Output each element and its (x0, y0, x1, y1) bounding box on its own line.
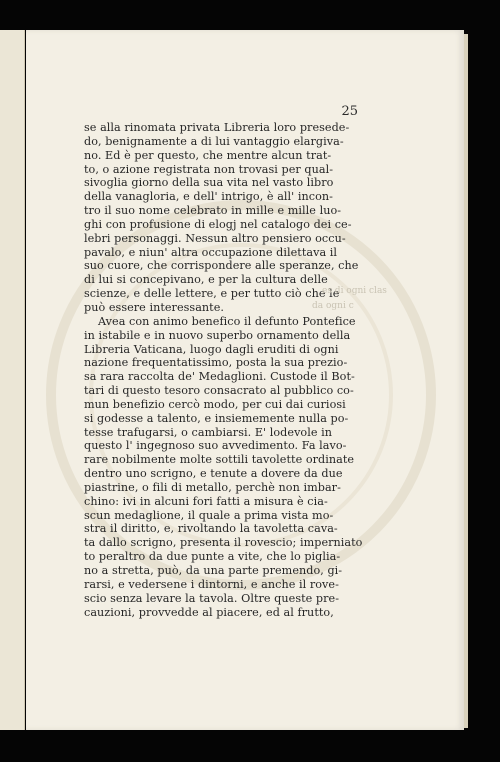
previous-page-edge (0, 30, 25, 730)
text-line: in istabile e in nuovo superbo ornamento della (84, 328, 351, 342)
text-line: ghi con profusione di elogj nel catalogo dei ce- (84, 217, 352, 231)
text-line: rare nobilmente molte sottili tavolette ordinate (84, 453, 355, 467)
text-line: della vanagloria, e dell' intrigo, è all' incon- (84, 190, 333, 204)
text-line: lebri personaggi. Nessun altro pensiero occu- (84, 231, 346, 245)
text-line: tari di questo tesoro consacrato al pubblico co- (84, 384, 354, 398)
text-line: sivoglia giorno della sua vita nel vasto libro (84, 176, 334, 190)
text-line: no a stretta, può, da una parte premendo, gi- (84, 564, 343, 577)
page-stack-edge (464, 34, 468, 728)
text-line: di lui si concepivano, e per la cultura delle (84, 273, 328, 287)
text-line: ta dallo scrigno, presenta il rovescio; imperniato (84, 536, 363, 550)
text-line: Avea con animo benefico il defunto Pontefice (98, 314, 356, 328)
text-line: se alla rinomata privata Libreria loro presede- (84, 121, 350, 134)
text-line: tro il suo nome celebrato in mille e mille luo- (84, 204, 342, 218)
bleed-through-text: da ogni c (312, 301, 354, 311)
text-line: nazione frequentatissimo, posta la sua prezio- (84, 356, 348, 370)
text-line: cauzioni, provvedde al piacere, ed al frutto, (84, 605, 334, 619)
text-line: pavalo, e niun' altra occupazione dilettava il (84, 245, 338, 259)
text-line: to, o azione registrata non trovasi per qual- (84, 162, 334, 176)
text-line: stra il diritto, e, rivoltando la tavoletta cava- (84, 522, 338, 536)
page-number: 25 (341, 104, 358, 119)
text-line: suo cuore, che corrispondere alle speranze, che (84, 259, 359, 273)
text-line: chino: ivi in alcuni fori fatti a misura è cia- (84, 494, 328, 508)
text-line: scio senza levare la tavola. Oltre queste pre- (84, 591, 340, 605)
text-line: to peraltro da due punte a vite, che lo piglia- (84, 550, 341, 564)
text-line: piastrine, o fili di metallo, perchè non imbar- (84, 480, 341, 494)
text-line: mun benefizio cercò modo, per cui dai curiosi (84, 397, 346, 411)
text-line: questo l' ingegnoso suo avvedimento. Fa lavo- (84, 439, 347, 453)
text-line: può essere interessante. (84, 300, 225, 314)
text-line: Libreria Vaticana, luogo dagli eruditi di ogni (84, 342, 339, 356)
text-line: scienze, e delle lettere, e per tutto ciò che le (84, 287, 340, 301)
text-line: dentro uno scrigno, e tenute a dovere da due (84, 467, 343, 481)
text-line: si godesse a talento, e insiememente nulla po- (84, 411, 349, 425)
text-line: scun medaglione, il quale a prima vista mo- (84, 508, 334, 522)
bleed-through-text: es di ogni clas (322, 286, 387, 296)
text-line: tesse trafugarsi, o cambiarsi. E' lodevole in (84, 425, 333, 439)
text-line: no. Ed è per questo, che mentre alcun trat- (84, 148, 332, 162)
text-line: do, benignamente a di lui vantaggio elargiva- (84, 134, 344, 148)
text-line: sa rara raccolta de' Medaglioni. Custode il Bot- (84, 370, 355, 384)
text-line: rarsi, e vedersene i dintorni, e anche il rove- (84, 577, 339, 591)
